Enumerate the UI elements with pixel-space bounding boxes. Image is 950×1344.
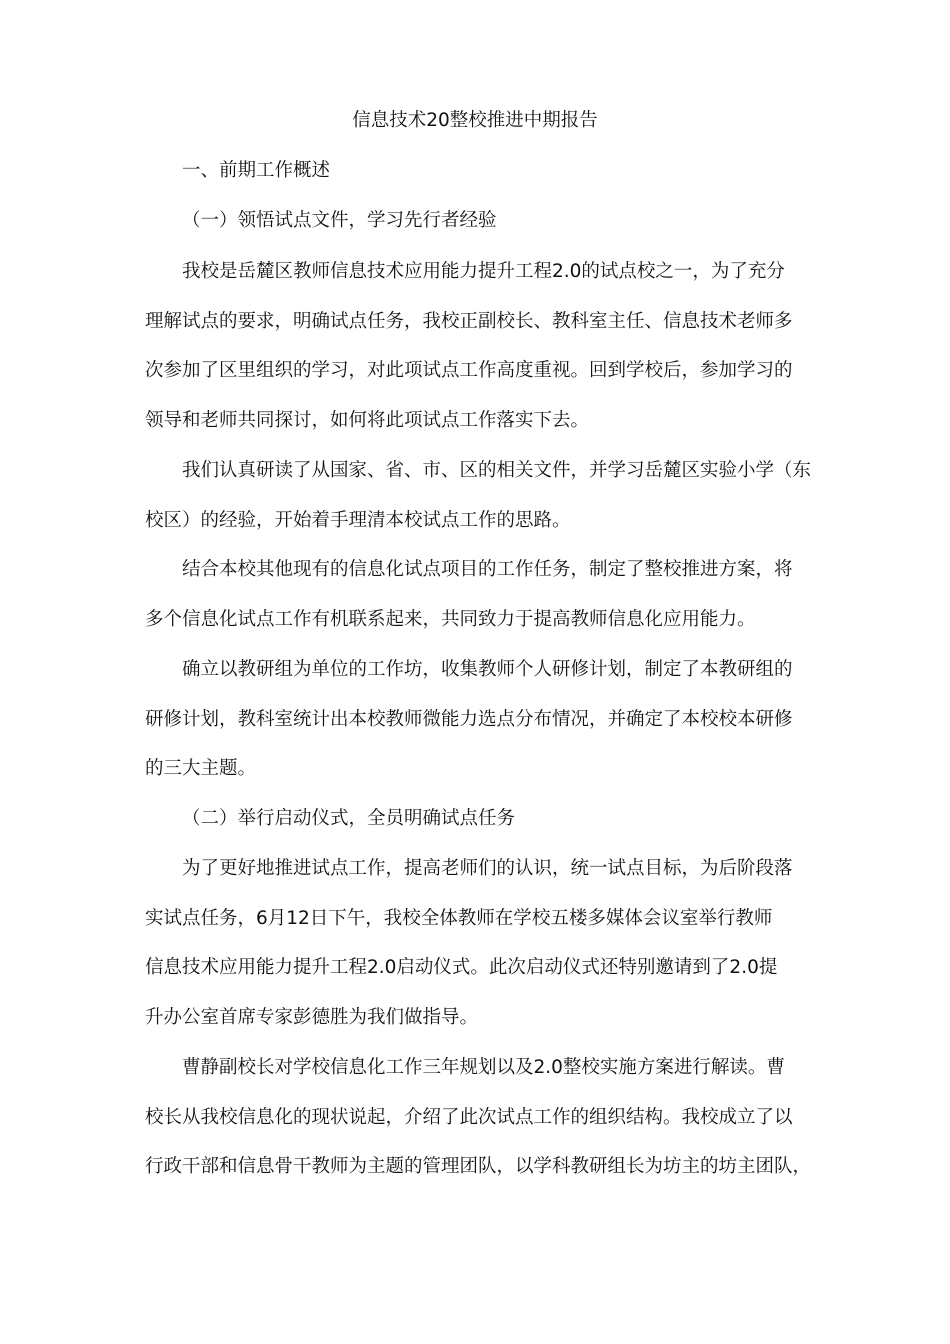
- section-heading: 一、前期工作概述: [182, 160, 331, 181]
- paragraph-line: 多个信息化试点工作有机联系起来，共同致力于提高教师信息化应用能力。: [145, 609, 756, 630]
- paragraph-line: 领导和老师共同探讨，如何将此项试点工作落实下去。: [145, 410, 590, 431]
- paragraph-line: 校长从我校信息化的现状说起，介绍了此次试点工作的组织结构。我校成立了以: [145, 1107, 793, 1128]
- paragraph-line: 研修计划，教科室统计出本校教师微能力选点分布情况，并确定了本校校本研修: [145, 709, 793, 730]
- paragraph-line: 我们认真研读了从国家、省、市、区的相关文件，并学习岳麓区实验小学（东: [182, 460, 812, 481]
- paragraph-line: 校区）的经验，开始着手理清本校试点工作的思路。: [145, 510, 571, 531]
- paragraph-line: 我校是岳麓区教师信息技术应用能力提升工程2.0的试点校之一，为了充分: [182, 261, 785, 282]
- paragraph-line: 实试点任务，6月12日下午，我校全体教师在学校五楼多媒体会议室举行教师: [145, 908, 773, 929]
- paragraph-line: 为了更好地推进试点工作，提高老师们的认识，统一试点目标，为后阶段落: [182, 858, 793, 879]
- paragraph-line: 曹静副校长对学校信息化工作三年规划以及2.0整校实施方案进行解读。曹: [182, 1057, 785, 1078]
- paragraph-line: 结合本校其他现有的信息化试点项目的工作任务，制定了整校推进方案，将: [182, 559, 793, 580]
- document-title: 信息技术20整校推进中期报告: [352, 110, 598, 131]
- subsection-heading: （二）举行启动仪式，全员明确试点任务: [182, 808, 516, 829]
- subsection-heading: （一）领悟试点文件，学习先行者经验: [182, 210, 497, 231]
- paragraph-line: 的三大主题。: [145, 758, 257, 779]
- paragraph-line: 确立以教研组为单位的工作坊，收集教师个人研修计划，制定了本教研组的: [182, 659, 793, 680]
- paragraph-line: 行政干部和信息骨干教师为主题的管理团队，以学科教研组长为坊主的坊主团队，: [145, 1156, 812, 1177]
- paragraph-line: 信息技术应用能力提升工程2.0启动仪式。此次启动仪式还特别邀请到了2.0提: [145, 957, 778, 978]
- paragraph-line: 次参加了区里组织的学习，对此项试点工作高度重视。回到学校后，参加学习的: [145, 360, 793, 381]
- paragraph-line: 升办公室首席专家彭德胜为我们做指导。: [145, 1007, 479, 1028]
- paragraph-line: 理解试点的要求，明确试点任务，我校正副校长、教科室主任、信息技术老师多: [145, 311, 793, 332]
